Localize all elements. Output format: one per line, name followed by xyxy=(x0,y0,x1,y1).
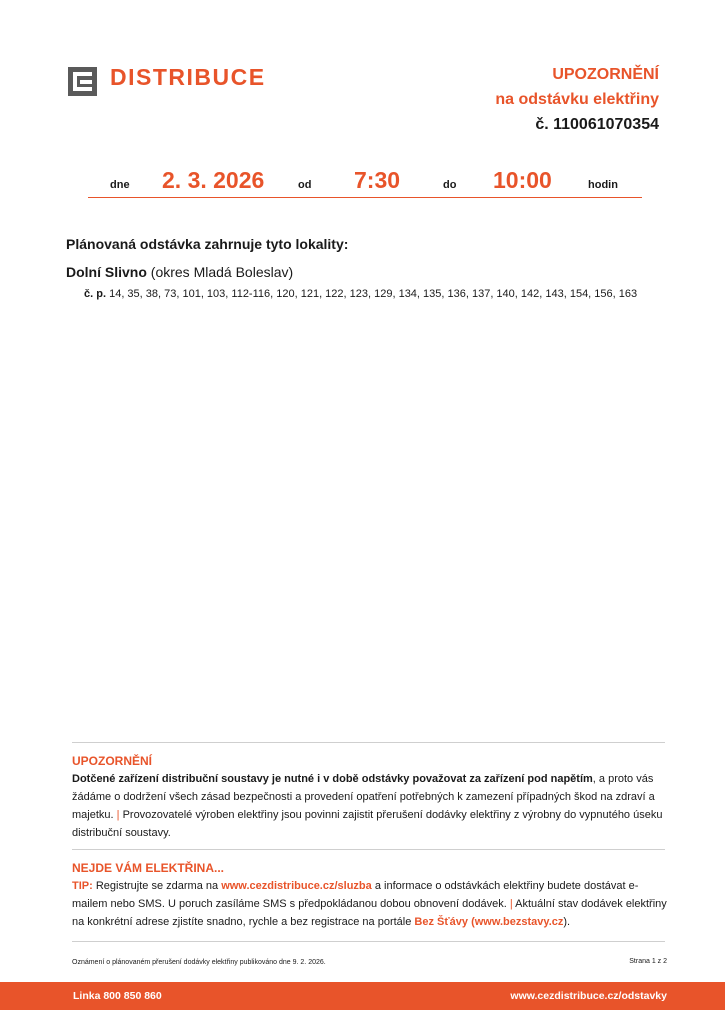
warning-text-1: , a proto vás žádáme o dodržení všech zásad bezpečnosti a provedení opatření potřebných k zamezení případných škod na zdraví a majetku. xyxy=(72,773,655,821)
houses-list: 14, 35, 38, 73, 101, 103, 112-116, 120, 121, 122, 123, 129, 134, 135, 136, 137, 140, 142, 143, 154, 156, 163 xyxy=(109,288,638,300)
label-from: od xyxy=(298,179,312,191)
locations-heading: Plánovaná odstávka zahrnuje tyto lokality: xyxy=(66,236,349,252)
location-houses xyxy=(84,285,664,303)
warning-text-2: Provozovatelé výroben elektřiny jsou povinni zajistit přerušení dodávky elektřiny z výrobny do vypnutého úseku distribuční soustavy. xyxy=(72,809,663,839)
outage-time-to: 10:00 xyxy=(493,167,552,193)
outages-link[interactable]: www.cezdistribuce.cz/odstavky xyxy=(510,990,667,1002)
notice-title xyxy=(495,62,659,137)
tip-text-2: a informace o odstávkách elektřiny budete dostávat e-mailem nebo SMS. U poruch zasíláme SMS s předpokládanou dobou obnovení dodávek. xyxy=(72,880,639,910)
footer-bar xyxy=(0,982,725,1010)
warning-separator: | xyxy=(116,809,120,821)
houses-label: č. p. xyxy=(84,288,107,300)
warning-bold-text: Dotčené zařízení distribuční soustavy je nutné i v době odstávky považovat za zařízení pod napětím xyxy=(72,773,593,785)
portal-name: Bez Šťávy xyxy=(414,916,468,928)
location-town-name: Dolní Slivno xyxy=(66,264,147,280)
tip-text-1: Registrujte se zdarma na xyxy=(95,880,219,892)
portal-close-paren: ). xyxy=(563,916,571,928)
location-town xyxy=(66,264,293,280)
tip-text-3: Aktuální stav dodávek elektřiny na konkrétní adrese zjistíte snadno, rychle a bez registrace na portále xyxy=(72,898,667,928)
outage-date: 2. 3. 2026 xyxy=(162,167,265,193)
portal-link[interactable]: www.bezstavy.cz xyxy=(474,916,564,928)
page-number: Strana 1 z 2 xyxy=(629,958,667,965)
tip-heading: NEJDE VÁM ELEKTŘINA... xyxy=(72,861,225,875)
location-district: (okres Mladá Boleslav) xyxy=(150,264,294,280)
cez-logo-icon xyxy=(68,67,97,96)
warning-heading: UPOZORNĚNÍ xyxy=(72,754,153,768)
registration-link[interactable]: www.cezdistribuce.cz/sluzba xyxy=(221,880,372,892)
hotline-number[interactable]: Linka 800 850 860 xyxy=(73,990,162,1002)
divider xyxy=(72,849,665,850)
tip-text xyxy=(72,877,668,931)
label-hours: hodin xyxy=(588,179,618,191)
notice-number: č. 110061070354 xyxy=(535,116,659,133)
notice-title-line2: na odstávku elektřiny xyxy=(495,91,659,108)
outage-date-row xyxy=(88,163,642,198)
divider xyxy=(72,742,665,743)
brand-name: DISTRIBUCE xyxy=(110,64,266,90)
label-to: do xyxy=(443,179,457,191)
outage-time-from: 7:30 xyxy=(354,167,401,193)
warning-text xyxy=(72,770,668,842)
tip-label: TIP: xyxy=(72,880,93,892)
tip-separator: | xyxy=(509,898,513,910)
publication-note: Oznámení o plánovaném přerušení dodávky elektřiny publikováno dne 9. 2. 2026. xyxy=(72,959,326,966)
label-day: dne xyxy=(110,179,130,191)
notice-title-line1: UPOZORNĚNÍ xyxy=(552,66,659,83)
portal-open-paren: ( xyxy=(471,916,475,928)
divider xyxy=(72,941,665,942)
